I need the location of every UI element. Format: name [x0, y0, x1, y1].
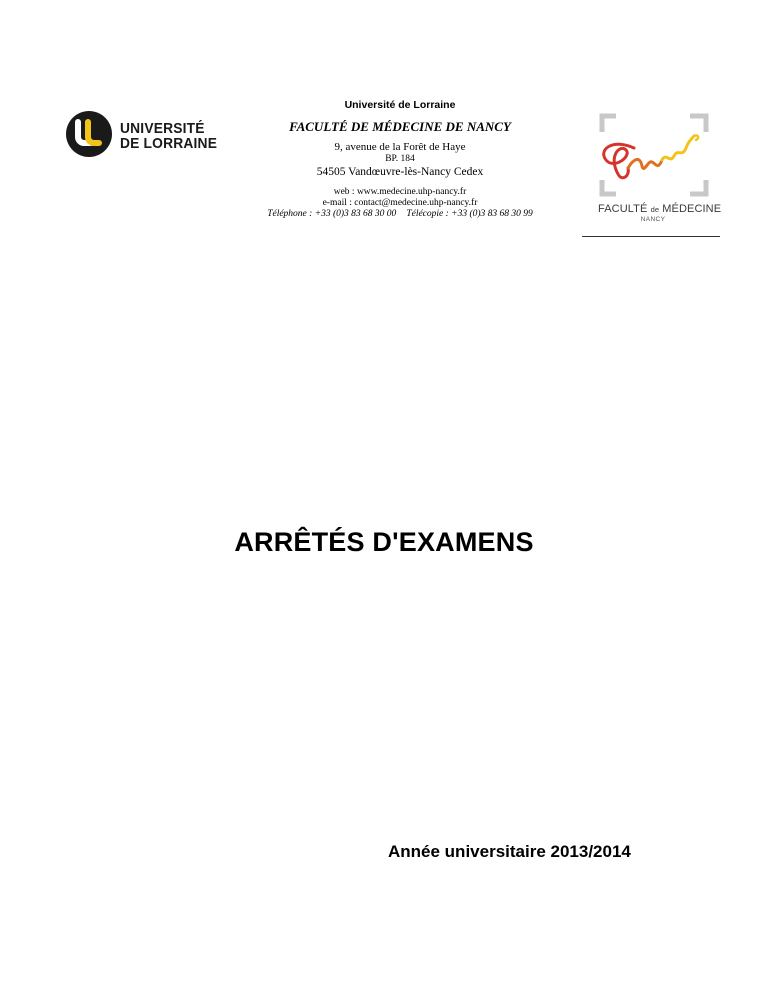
universite-de-lorraine-logo — [55, 103, 220, 163]
address-po-box: BP. 184 — [385, 154, 415, 164]
document-title: ARRÊTÉS D'EXAMENS — [234, 527, 534, 557]
faculty-logo-city: NANCY — [640, 216, 666, 223]
faculte-de-medecine-logo — [594, 112, 722, 240]
phone-number: Téléphone : +33 (0)3 83 68 30 00 — [267, 209, 397, 219]
ul-emblem-icon — [66, 111, 112, 157]
university-name: Université de Lorraine — [344, 99, 456, 111]
faculty-logo-name — [598, 203, 721, 215]
fax-number: Télécopie : +33 (0)3 83 68 30 99 — [406, 209, 533, 219]
letterhead — [230, 98, 570, 220]
faculty-logo-word-medecine: MÉDECINE — [659, 203, 722, 215]
faculty-emblem-icon — [594, 112, 722, 202]
phone-fax-line — [230, 209, 570, 220]
email-link[interactable]: e-mail : contact@medecine.uhp-nancy.fr — [322, 198, 478, 208]
contact-block — [230, 187, 570, 220]
ul-logo-line2: DE LORRAINE — [120, 135, 218, 152]
faculty-logo-word-de: de — [650, 205, 660, 214]
address-city: 54505 Vandœuvre-lès-Nancy Cedex — [316, 166, 484, 178]
academic-year: Année universitaire 2013/2014 — [388, 842, 631, 861]
faculty-logo-word-faculte: FACULTÉ — [598, 203, 651, 215]
ul-logo-line1: UNIVERSITÉ — [120, 120, 205, 137]
website-link[interactable]: web : www.medecine.uhp-nancy.fr — [333, 187, 467, 197]
logo-underline — [582, 236, 720, 237]
faculty-name: FACULTÉ DE MÉDECINE DE NANCY — [289, 119, 511, 134]
address-street: 9, avenue de la Forêt de Haye — [334, 141, 466, 153]
